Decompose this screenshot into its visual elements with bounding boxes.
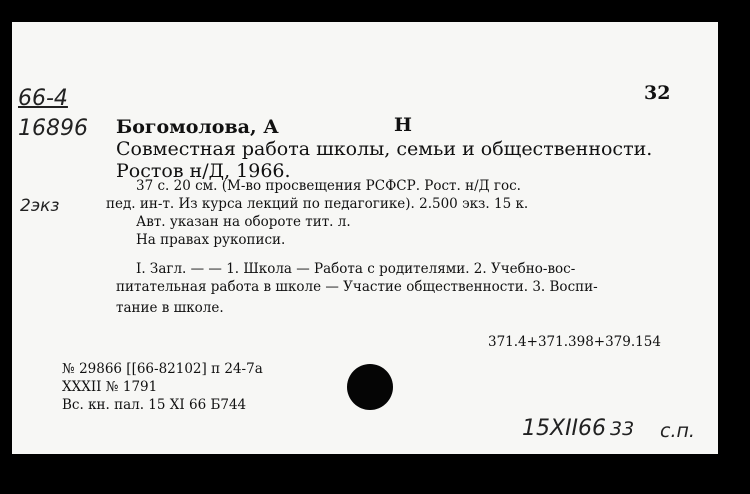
author-heading: Богомолова, А	[116, 116, 279, 138]
author-initial: Н	[394, 114, 412, 136]
classification-index: 371.4+371.398+379.154	[488, 334, 661, 350]
record-line-2: XXXII № 1791	[62, 379, 158, 395]
copies-note: 2экз	[20, 196, 60, 216]
imprint: Ростов н/Д, 1966.	[116, 160, 291, 182]
record-line-1: № 29866 [[66-82102] п 24-7а	[62, 361, 263, 377]
book-title: Совместная работа школы, семьи и общественности.	[116, 138, 653, 160]
subject-line-3: тание в школе.	[116, 300, 224, 316]
shelf-mark-top: 66-4	[18, 86, 68, 111]
subject-line-2: питательная работа в школе — Участие общественности. 3. Воспи-	[116, 279, 598, 295]
handwritten-number: 33	[610, 418, 635, 440]
catalog-card	[12, 22, 718, 454]
record-line-3: Вс. кн. пал. 15 XI 66 Б744	[62, 397, 247, 413]
card-number: 32	[644, 82, 671, 104]
note-manuscript: На правах рукописи.	[136, 232, 286, 248]
punch-hole	[347, 364, 393, 410]
collation-line-1: 37 с. 20 см. (М-во просвещения РСФСР. Рост. н/Д гос.	[136, 178, 521, 194]
collation-line-2: пед. ин-т. Из курса лекций по педагогике). 2.500 экз. 15 к.	[106, 196, 529, 212]
subject-line-1: I. Загл. — — 1. Школа — Работа с родителями. 2. Учебно-вос-	[136, 261, 576, 277]
note-author: Авт. указан на обороте тит. л.	[136, 214, 351, 230]
handwritten-date: 15XII66	[522, 416, 607, 441]
handwritten-initials: с.п.	[660, 420, 695, 442]
shelf-mark-bottom: 16896	[18, 116, 88, 141]
